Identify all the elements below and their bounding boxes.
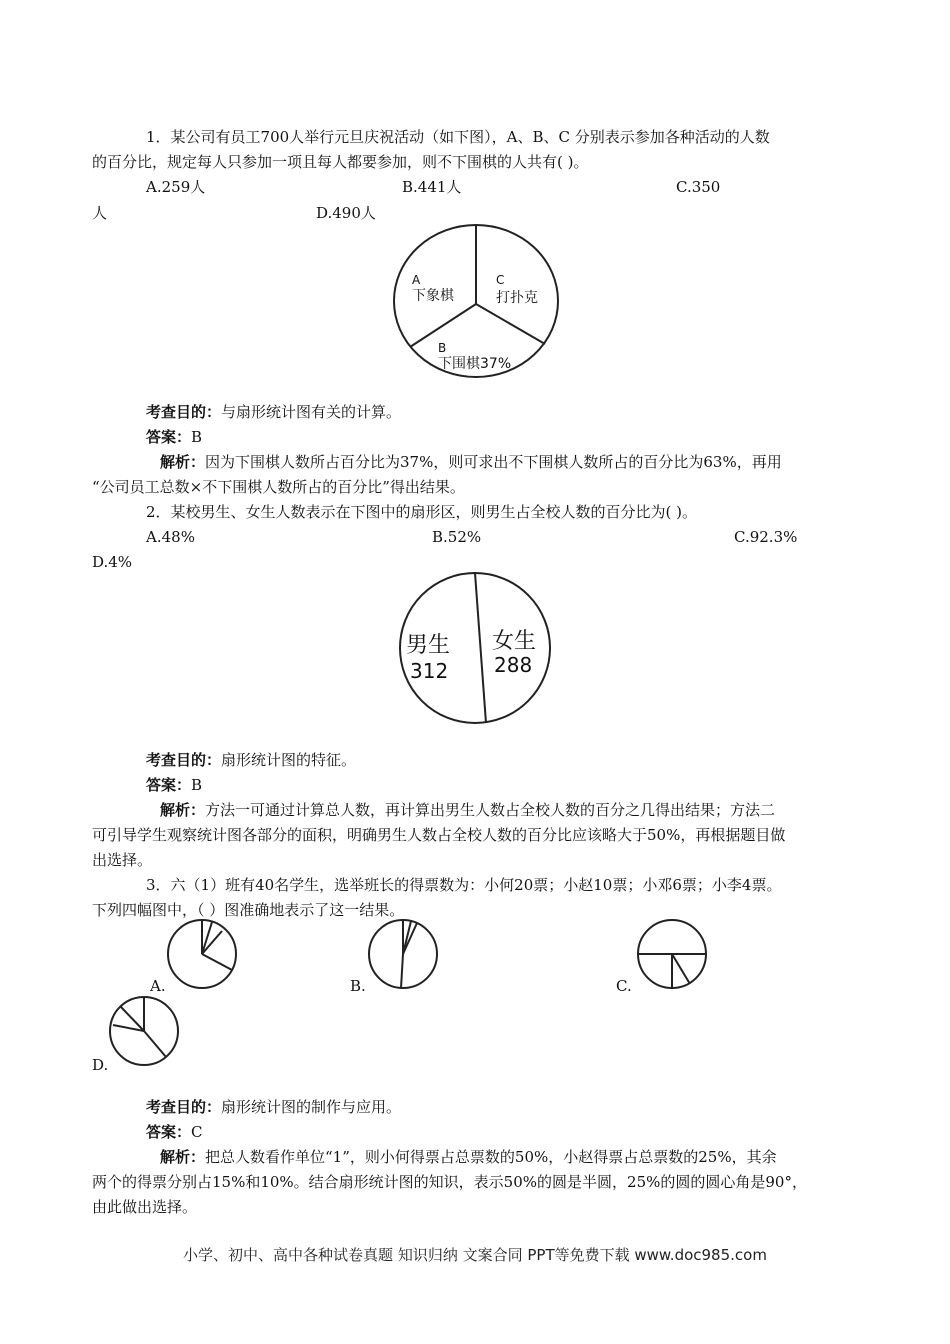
q1-option-b: B.441人 — [402, 178, 462, 196]
q1-slice-a-name: 下象棋 — [412, 288, 454, 304]
q1-option-c-continued: 人 — [92, 204, 108, 222]
q3-stem-line1: 3．六（1）班有40名学生，选举班长的得票数为：小何20票；小赵10票；小邓6票；小李4票。 — [146, 876, 782, 894]
q1-slice-c-name: 打扑克 — [496, 290, 538, 306]
q3-analysis-line3: 由此做出选择。 — [92, 1198, 198, 1216]
q2-stem: 2．某校男生、女生人数表示在下图中的扇形区，则男生占全校人数的百分比为( )。 — [146, 503, 698, 521]
q1-stem-line2: 的百分比，规定每人只参加一项且每人都要参加，则不下围棋的人共有( )。 — [92, 153, 589, 171]
q1-pie-divider-right — [476, 304, 545, 344]
q2-pie-divider — [475, 573, 486, 723]
q1-stem-line1: 1．某公司有员工700人举行元旦庆祝活动（如下图），A、B、C 分别表示参加各种活动的人数 — [146, 128, 770, 146]
q1-option-c: C.350 — [676, 178, 721, 196]
q3-answer-label: 答案： — [146, 1123, 192, 1141]
q3-pie-a — [166, 918, 240, 992]
q3-pie-b — [367, 918, 441, 992]
q2-analysis-line3: 出选择。 — [92, 851, 153, 869]
q2-purpose: 扇形统计图的特征。 — [221, 751, 357, 769]
q3-analysis-line2: 两个的得票分别占15%和10%。结合扇形统计图的知识，表示50%的圆是半圆，25%的圆的圆心角是90°， — [92, 1173, 807, 1191]
q2-option-d: D.4% — [92, 553, 133, 571]
q1-analysis-line1: 因为下围棋人数所占百分比为37%，则可求出不下围棋人数所占的百分比为63%，再用 — [205, 453, 782, 471]
q2-answer: B — [191, 776, 203, 794]
q1-purpose-label: 考查目的： — [146, 403, 222, 421]
q1-pie-chart — [390, 222, 570, 382]
q1-analysis-label: 解析： — [160, 453, 206, 471]
q2-analysis-label: 解析： — [160, 801, 206, 819]
q2-analysis-line1: 方法一可通过计算总人数，再计算出男生人数占全校人数的百分之几得出结果；方法二 — [205, 801, 776, 819]
q2-girls-value: 288 — [494, 653, 533, 677]
q2-analysis-line2: 可引导学生观察统计图各部分的面积，明确男生人数占全校人数的百分比应该略大于50%，再根据题目做 — [92, 826, 786, 844]
q3-analysis-label: 解析： — [160, 1148, 206, 1166]
q1-purpose: 与扇形统计图有关的计算。 — [221, 403, 402, 421]
q3-option-c: C. — [616, 977, 632, 995]
q2-answer-label: 答案： — [146, 776, 192, 794]
q2-girls-label: 女生 — [492, 629, 537, 654]
q3-purpose-label: 考查目的： — [146, 1098, 222, 1116]
page-footer: 小学、初中、高中各种试卷真题 知识归纳 文案合同 PPT等免费下载 www.doc985.com — [183, 1246, 767, 1264]
q1-analysis-line2: “公司员工总数×不下围棋人数所占的百分比”得出结果。 — [92, 478, 465, 496]
q2-pie-chart — [398, 570, 558, 730]
q1-slice-c-letter: C — [496, 273, 505, 287]
q1-option-d: D.490人 — [316, 204, 376, 222]
q3-option-d: D. — [92, 1056, 109, 1074]
q2-option-b: B.52% — [432, 528, 482, 546]
q1-slice-b-letter: B — [438, 341, 447, 355]
q1-slice-b-name: 下围棋37% — [438, 356, 512, 372]
q2-option-a: A.48% — [146, 528, 195, 546]
q1-answer: B — [191, 428, 203, 446]
q3-option-b: B. — [350, 977, 366, 995]
q2-boys-value: 312 — [410, 659, 449, 683]
q2-boys-label: 男生 — [406, 633, 451, 658]
q1-slice-a-letter: A — [412, 273, 421, 287]
q1-option-a: A.259人 — [146, 178, 206, 196]
q3-analysis-line1: 把总人数看作单位“1”，则小何得票占总票数的50%，小赵得票占总票数的25%，其余 — [205, 1148, 777, 1166]
q2-purpose-label: 考查目的： — [146, 751, 222, 769]
q3-option-a: A. — [150, 977, 166, 995]
q3-pie-c — [636, 918, 710, 992]
q3-stem-line2: 下列四幅图中，（ ）图准确地表示了这一结果。 — [92, 901, 405, 919]
q1-answer-label: 答案： — [146, 428, 192, 446]
q2-option-c: C.92.3% — [734, 528, 798, 546]
q3-answer: C — [191, 1123, 203, 1141]
q3-pie-d — [108, 995, 182, 1069]
q3-purpose: 扇形统计图的制作与应用。 — [221, 1098, 402, 1116]
